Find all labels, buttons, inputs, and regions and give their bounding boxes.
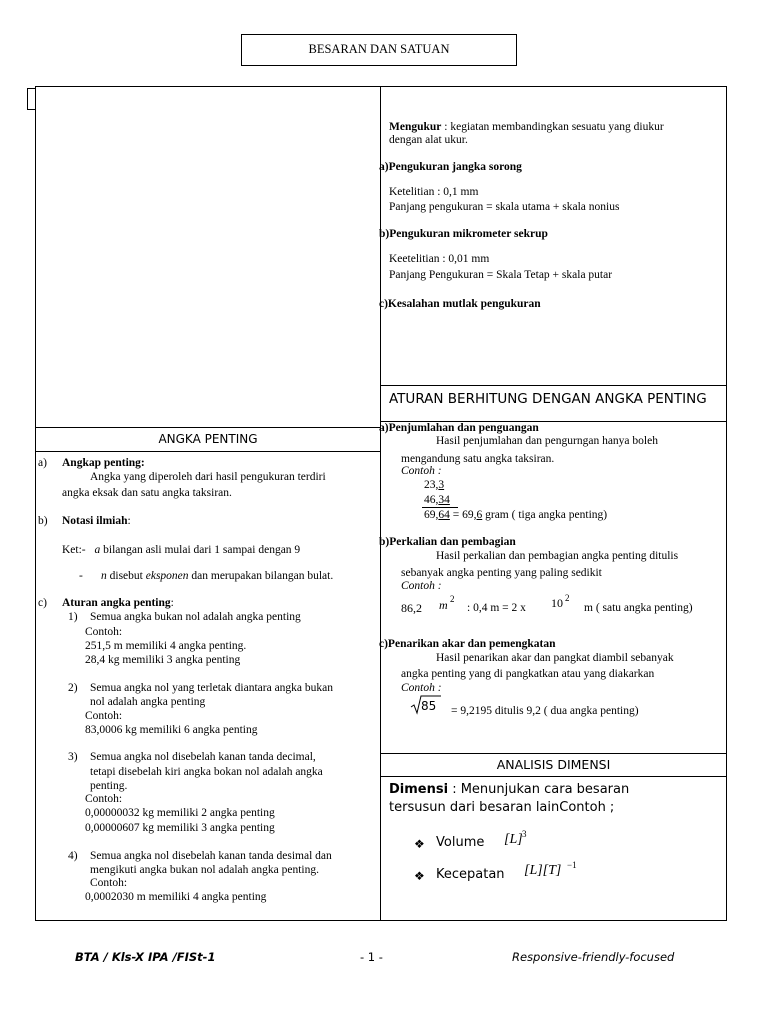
ket-text: bilangan asli mulai dari 1 sampai dengan 9: [100, 544, 301, 556]
kesalahan-heading: c)Kesalahan mutlak pengukuran: [379, 298, 541, 310]
dimensi-line1: [389, 781, 629, 798]
mengukur-def2: dengan alat ukur.: [389, 134, 468, 146]
penjumlahan-text1: Hasil penjumlahan dan pengurngan hanya boleh: [436, 435, 658, 447]
sum-number-2: [424, 493, 450, 507]
penarikan-text1: Hasil penarikan akar dan pangkat diambil sebanyak: [436, 652, 674, 664]
sum-number-1-main: 23,: [424, 479, 439, 491]
rule1-contoh: Contoh:: [85, 626, 123, 638]
center-divider: [380, 86, 381, 921]
perkalian-ex-unit-sup: 2: [450, 594, 455, 604]
angka-c-marker: c): [38, 597, 47, 609]
mengukur-term: Mengukur: [389, 121, 442, 133]
perkalian-heading: b)Perkalian dan pembagian: [379, 536, 516, 548]
penjumlahan-heading: a)Penjumlahan dan penguangan: [379, 422, 539, 434]
rule4-text2: mengikuti angka bukan nol adalah angka penting.: [90, 864, 319, 876]
angka-a-heading: Angkap penting:: [62, 457, 145, 469]
ket-line: [62, 543, 300, 557]
sqrt-value: 85: [421, 699, 437, 713]
sum-result-eq: = 69,: [449, 509, 477, 521]
sum-result-main: 69,: [424, 509, 439, 521]
mengukur-line: [389, 120, 664, 134]
angka-header-line: [35, 451, 381, 452]
penarikan-result: = 9,2195 ditulis 9,2 ( dua angka penting): [451, 705, 639, 717]
rule1-num: 1): [68, 611, 78, 623]
perkalian-ex-ten: 10: [551, 596, 563, 610]
volume-formula: [L]: [504, 832, 523, 847]
corner-mark: [27, 88, 36, 110]
sum-number-1-doubtful: 3: [438, 479, 445, 491]
penarikan-heading: c)Penarikan akar dan pemengkatan: [379, 638, 556, 650]
sum-result-doubtful: 64: [438, 509, 450, 521]
kecepatan-formula: [L][T]: [524, 863, 562, 878]
rule2-text1: Semua angka nol yang terletak diantara angka bukan: [90, 682, 334, 694]
n-italic: eksponen: [145, 570, 189, 582]
penarikan-contoh: Contoh :: [401, 682, 442, 694]
mengukur-def: : kegiatan membandingkan sesuatu yang diukur: [441, 121, 664, 133]
angka-b-colon: :: [127, 515, 131, 527]
rule2-contoh: Contoh:: [85, 710, 123, 722]
perkalian-ex-c: m ( satu angka penting): [584, 602, 693, 614]
angka-a-marker: a): [38, 457, 47, 469]
perkalian-ex-unit: m: [439, 598, 448, 612]
rule2-num: 2): [68, 682, 78, 694]
angka-a-text2: angka eksak dan satu angka taksiran.: [62, 487, 232, 499]
dimensi-def1: : Menunjukan cara besaran: [448, 782, 630, 797]
angka-b-heading-line: [62, 514, 131, 528]
rule4-contoh: Contoh:: [90, 877, 128, 889]
jangka-sorong-line2: Panjang pengukuran = skala utama + skala nonius: [389, 201, 620, 213]
angka-c-colon: :: [170, 597, 174, 609]
sum-result-note: gram ( tiga angka penting): [482, 509, 608, 521]
footer-right: Responsive-friendly-focused: [512, 950, 675, 964]
page-title: BESARAN DAN SATUAN: [308, 42, 450, 56]
angka-b-heading: Notasi ilmiah: [62, 515, 128, 527]
kecepatan-label: Kecepatan: [436, 867, 505, 882]
mikrometer-heading: b)Pengukuran mikrometer sekrup: [379, 228, 548, 240]
rule3-text3: penting.: [90, 780, 128, 792]
perkalian-text2: sebanyak angka penting yang paling sedikit: [401, 567, 602, 579]
angka-header: ANGKA PENTING: [158, 432, 258, 446]
sum-number-2-main: 46,: [424, 494, 439, 506]
rule1-example1: 251,5 m memiliki 4 angka penting.: [85, 640, 247, 652]
rule4-example1: 0,0002030 m memiliki 4 angka penting: [85, 891, 267, 903]
perkalian-ex-a: 86,2: [401, 601, 422, 615]
n-dash: -: [79, 570, 83, 582]
rule2-example1: 83,0006 kg memiliki 6 angka penting: [85, 724, 258, 736]
angka-c-heading: Aturan angka penting: [62, 597, 171, 609]
bullet-icon-kecepatan: ❖: [414, 869, 425, 883]
ket-label: Ket:-: [62, 544, 86, 556]
analisis-top-line: [380, 753, 727, 754]
rule3-example1: 0,00000032 kg memiliki 2 angka penting: [85, 807, 275, 819]
rule3-example2: 0,00000607 kg memiliki 3 angka penting: [85, 822, 275, 834]
title-box: [241, 34, 517, 66]
rule1-text: Semua angka bukan nol adalah angka penting: [90, 611, 301, 623]
perkalian-text1: Hasil perkalian dan pembagian angka penting ditulis: [436, 550, 679, 562]
aturan-header: ATURAN BERHITUNG DENGAN ANGKA PENTING: [389, 391, 707, 407]
mikrometer-line1: Keetelitian : 0,01 mm: [389, 253, 490, 265]
sum-result: [424, 508, 607, 522]
perkalian-ex-ten-sup: 2: [565, 593, 570, 603]
bullet-icon-volume: ❖: [414, 837, 425, 851]
rule3-text1: Semua angka nol disebelah kanan tanda decimal,: [90, 751, 316, 763]
angka-top-line: [35, 427, 381, 428]
n-text1: disebut: [106, 570, 146, 582]
angka-c-heading-line: [62, 596, 174, 610]
rule3-text2: tetapi disebelah kiri angka bokan nol adalah angka: [90, 766, 323, 778]
mikrometer-line2: Panjang Pengukuran = Skala Tetap + skala putar: [389, 269, 613, 281]
jangka-sorong-line1: Ketelitian : 0,1 mm: [389, 186, 479, 198]
penjumlahan-contoh: Contoh :: [401, 465, 442, 477]
rule3-num: 3): [68, 751, 78, 763]
footer-left: BTA / Kls-X IPA /FISt-1: [75, 950, 216, 964]
dimensi-term: Dimensi: [389, 782, 449, 797]
rule2-text2: nol adalah angka penting: [90, 696, 206, 708]
analisis-header-line: [380, 776, 727, 777]
volume-label: Volume: [436, 835, 485, 850]
aturan-top-line: [380, 385, 727, 386]
sum-result-rounded-doubtful: 6: [476, 509, 483, 521]
angka-b-marker: b): [38, 515, 48, 527]
kecepatan-sup: −1: [567, 860, 577, 870]
rule1-example2: 28,4 kg memiliki 3 angka penting: [85, 654, 241, 666]
perkalian-contoh: Contoh :: [401, 580, 442, 592]
rule4-num: 4): [68, 850, 78, 862]
n-line: [101, 569, 333, 583]
n-text2: dan merupakan bilangan bulat.: [188, 570, 334, 582]
perkalian-ex-b: : 0,4 m = 2 x: [467, 602, 526, 614]
n-var: n: [101, 570, 107, 582]
dimensi-def2: tersusun dari besaran lainContoh ;: [389, 800, 615, 815]
penjumlahan-text2: mengandung satu angka taksiran.: [401, 453, 555, 465]
sum-number-1: [424, 478, 444, 492]
jangka-sorong-heading: a)Pengukuran jangka sorong: [379, 161, 522, 173]
ket-var: a: [94, 544, 101, 556]
analisis-header: ANALISIS DIMENSI: [496, 757, 611, 772]
angka-a-text1: Angka yang diperoleh dari hasil pengukuran terdiri: [90, 471, 326, 483]
volume-sup: 3: [522, 829, 527, 839]
rule3-contoh: Contoh:: [85, 793, 123, 805]
footer-page-number: - 1 -: [360, 950, 383, 964]
rule4-text1: Semua angka nol disebelah kanan tanda desimal dan: [90, 850, 332, 862]
sum-number-2-doubtful: 34: [438, 494, 450, 506]
penarikan-text2: angka penting yang di pangkatkan atau yang diakarkan: [401, 668, 655, 680]
